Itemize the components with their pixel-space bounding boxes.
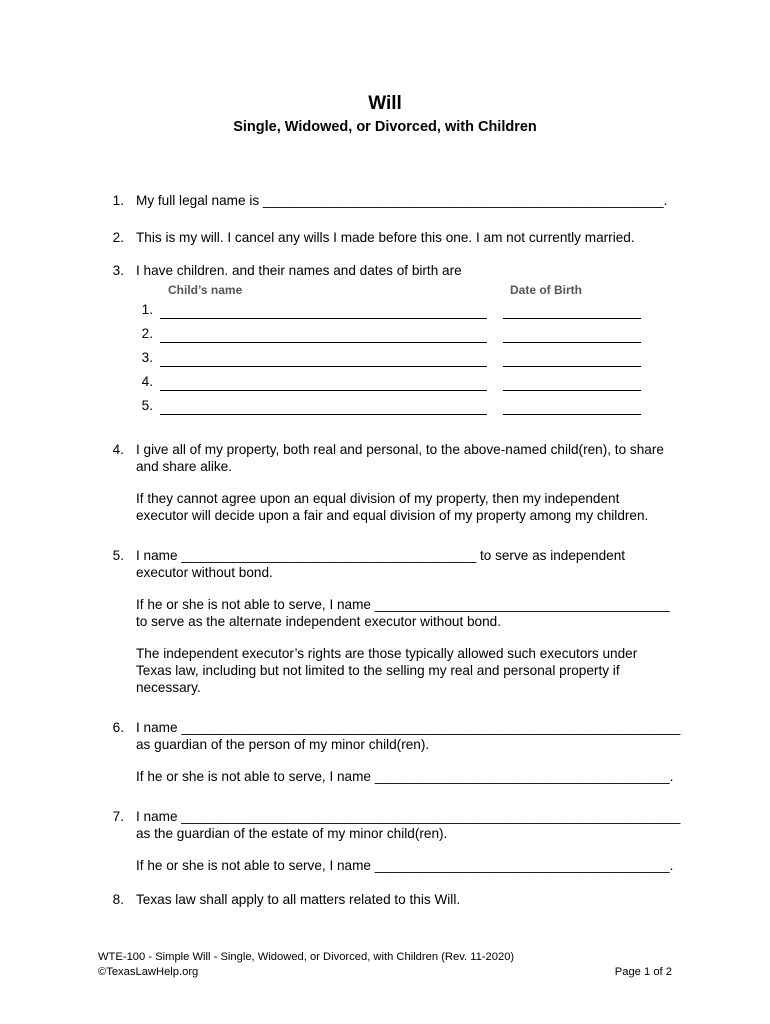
item-5-para2-line-1: If he or she is not able to serve, I name _______________________________________ bbox=[136, 597, 670, 612]
item-4-para2-line-1: If they cannot agree upon an equal division of my property, then my independent bbox=[136, 491, 620, 506]
item-7-line-2: as the guardian of the estate of my minor child(ren). bbox=[136, 826, 448, 841]
child-row-number: 2. bbox=[141, 326, 153, 341]
item-5-line-1: I name _______________________________________ to serve as independent bbox=[136, 548, 626, 563]
child-dob-line[interactable] bbox=[503, 414, 641, 415]
child-dob-line[interactable] bbox=[503, 366, 641, 367]
child-dob-line[interactable] bbox=[503, 318, 641, 319]
item-5-para3-line-2: Texas law, including but not limited to the selling my real and personal property if bbox=[136, 663, 620, 678]
page-subtitle: Single, Widowed, or Divorced, with Children bbox=[233, 119, 537, 135]
item-8-text: Texas law shall apply to all matters related to this Will. bbox=[136, 892, 461, 907]
item-4-line-2: and share alike. bbox=[136, 459, 232, 474]
item-5-number: 5. bbox=[112, 548, 124, 563]
item-1-text: My full legal name is _____________________________________________________. bbox=[136, 193, 668, 208]
child-row-number: 4. bbox=[141, 374, 153, 389]
item-5-para3-line-1: The independent executor’s rights are those typically allowed such executors under bbox=[136, 646, 638, 661]
item-8-number: 8. bbox=[112, 892, 124, 907]
item-7-para2: If he or she is not able to serve, I name _______________________________________. bbox=[136, 858, 674, 873]
child-row-number: 3. bbox=[141, 350, 153, 365]
item-7-number: 7. bbox=[112, 809, 124, 824]
child-name-line[interactable] bbox=[160, 342, 487, 343]
child-dob-line[interactable] bbox=[503, 390, 641, 391]
item-4-line-1: I give all of my property, both real and personal, to the above-named child(ren), to share bbox=[136, 442, 664, 457]
item-5-line-2: executor without bond. bbox=[136, 565, 273, 580]
child-name-line[interactable] bbox=[160, 414, 487, 415]
date-of-birth-header: Date of Birth bbox=[510, 283, 582, 297]
footer-copyright: ©TexasLawHelp.org bbox=[98, 966, 199, 978]
item-1-number: 1. bbox=[112, 193, 124, 208]
child-name-line[interactable] bbox=[160, 390, 487, 391]
item-2-text: This is my will. I cancel any wills I made before this one. I am not currently married. bbox=[136, 230, 635, 245]
item-5-para2-line-2: to serve as the alternate independent executor without bond. bbox=[136, 614, 502, 629]
item-4-para2-line-2: executor will decide upon a fair and equal division of my property among my children. bbox=[136, 508, 649, 523]
item-6-number: 6. bbox=[112, 720, 124, 735]
item-6-para2: If he or she is not able to serve, I name _______________________________________. bbox=[136, 769, 674, 784]
item-5-para3-line-3: necessary. bbox=[136, 680, 201, 695]
child-dob-line[interactable] bbox=[503, 342, 641, 343]
child-name-line[interactable] bbox=[160, 366, 487, 367]
item-4-number: 4. bbox=[112, 442, 124, 457]
footer-page-number: Page 1 of 2 bbox=[614, 966, 672, 978]
item-6-line-2: as guardian of the person of my minor child(ren). bbox=[136, 737, 430, 752]
child-name-header: Child’s name bbox=[168, 283, 243, 297]
child-row-number: 5. bbox=[141, 398, 153, 413]
item-3-text: I have children. and their names and dates of birth are bbox=[136, 263, 462, 278]
item-3-number: 3. bbox=[112, 263, 124, 278]
child-row-number: 1. bbox=[141, 302, 153, 317]
item-7-line-1: I name __________________________________________________________________ bbox=[136, 809, 681, 824]
item-6-line-1: I name __________________________________________________________________ bbox=[136, 720, 681, 735]
item-2-number: 2. bbox=[112, 230, 124, 245]
footer-form-line: WTE-100 - Simple Will - Single, Widowed, or Divorced, with Children (Rev. 11-2020) bbox=[98, 951, 515, 963]
page-title: Will bbox=[368, 93, 402, 114]
child-name-line[interactable] bbox=[160, 318, 487, 319]
